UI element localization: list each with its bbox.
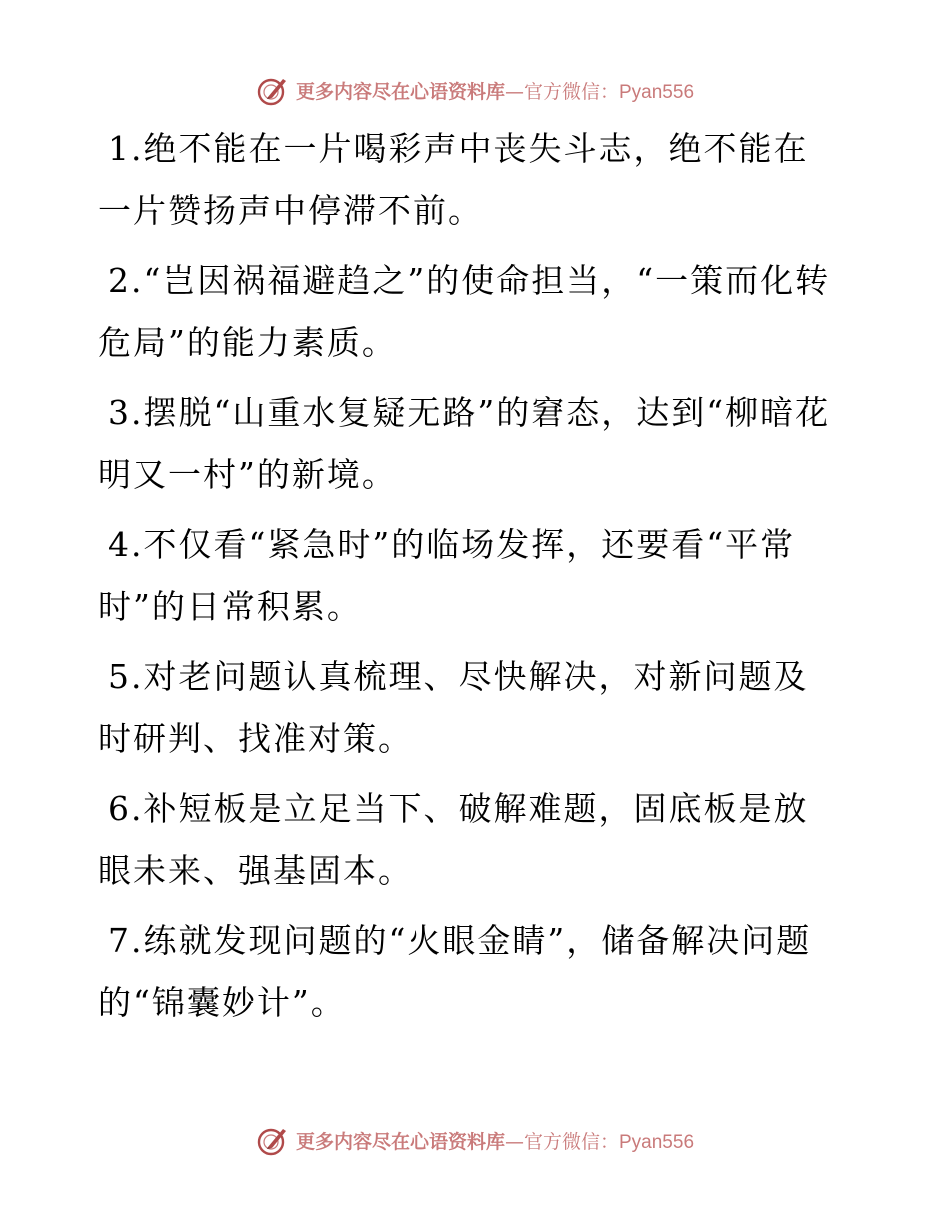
footer-separator: — [505, 1130, 524, 1153]
quill-pen-circle-icon [256, 73, 290, 107]
header-main-text: 更多内容尽在心语资料库 [295, 80, 505, 103]
page-header [0, 70, 950, 110]
header-banner [256, 73, 694, 107]
page-footer [0, 1120, 950, 1160]
list-item: 5.对老问题认真梳理、尽快解决，对新问题及时研判、找准对策。 [98, 657, 809, 758]
footer-wechat-text: 官方微信：Pyan556 [524, 1131, 695, 1153]
header-separator: — [505, 80, 524, 103]
quill-pen-circle-icon [256, 1123, 290, 1157]
list-item: 6.补短板是立足当下、破解难题，固底板是放眼未来、强基固本。 [98, 789, 809, 890]
footer-text [296, 1127, 694, 1154]
footer-main-text: 更多内容尽在心语资料库 [295, 1130, 505, 1153]
header-wechat-text: 官方微信：Pyan556 [524, 81, 695, 103]
list-item: 3.摆脱“山重水复疑无路”的窘态，达到“柳暗花明又一村”的新境。 [98, 393, 831, 494]
list-item: 1.绝不能在一片喝彩声中丧失斗志，绝不能在一片赞扬声中停滞不前。 [98, 129, 809, 230]
list-item: 2.“岂因祸福避趋之”的使命担当，“一策而化转危局”的能力素质。 [98, 261, 831, 362]
list-item: 4.不仅看“紧急时”的临场发挥，还要看“平常时”的日常积累。 [98, 525, 796, 626]
document-body [98, 118, 838, 1042]
list-item: 7.练就发现问题的“火眼金睛”，储备解决问题的“锦囊妙计”。 [98, 921, 812, 1022]
footer-banner [256, 1123, 694, 1157]
header-text [296, 77, 694, 104]
